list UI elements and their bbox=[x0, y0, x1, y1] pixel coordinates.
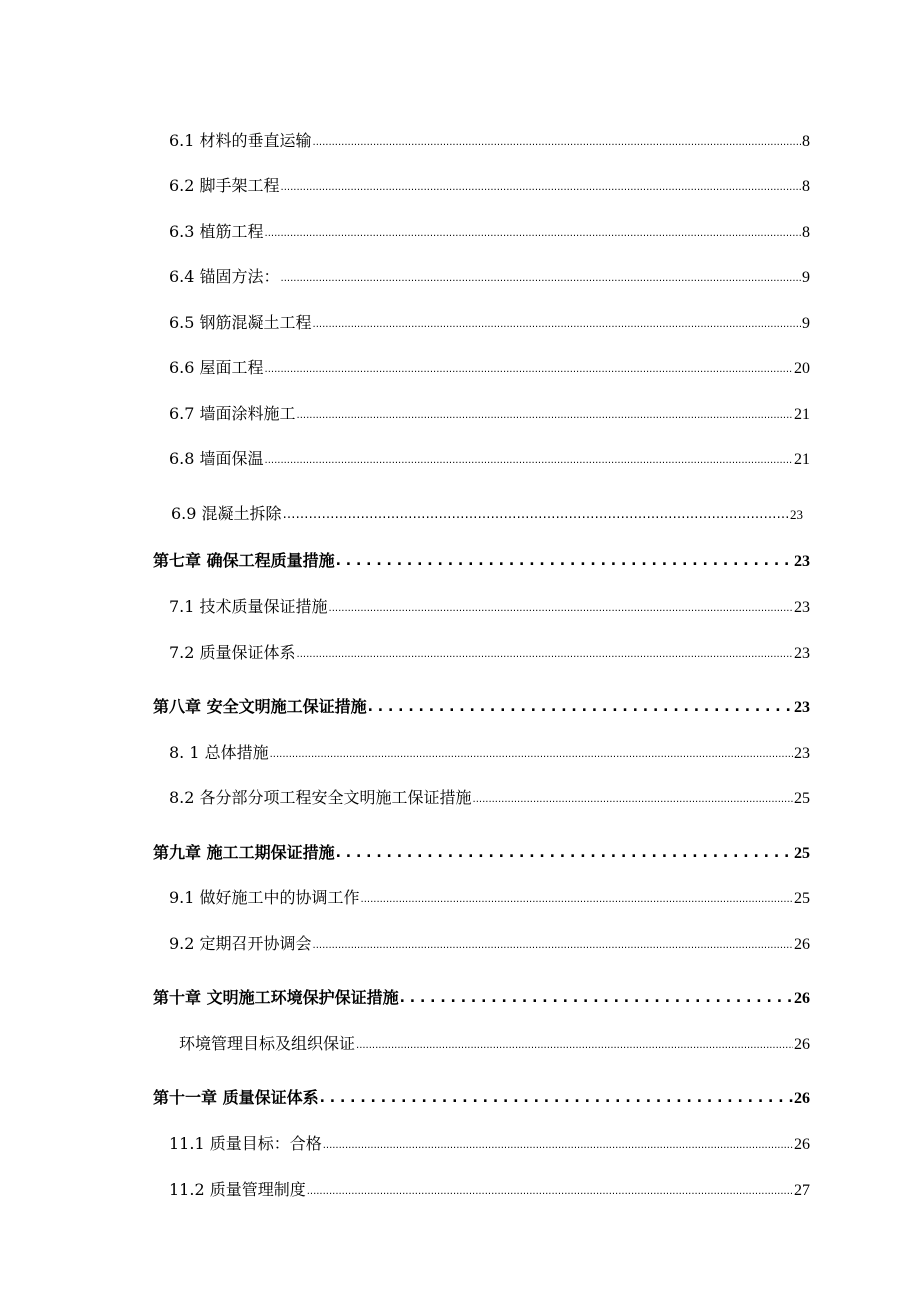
toc-page-number: 9 bbox=[802, 269, 810, 286]
toc-entry-title: 8. 1 总体措施 bbox=[169, 743, 269, 762]
toc-entry-6-9[interactable] bbox=[171, 502, 803, 526]
toc-dot-leader bbox=[281, 174, 801, 198]
toc-entry-title: 9.2 定期召开协调会 bbox=[169, 934, 312, 953]
toc-page-number: 25 bbox=[794, 845, 810, 862]
toc-page-number: 25 bbox=[794, 890, 810, 907]
toc-page-number: 21 bbox=[794, 406, 810, 423]
toc-dot-leader bbox=[265, 447, 793, 471]
toc-chapter-10[interactable] bbox=[153, 986, 810, 1010]
toc-entry-8-2[interactable] bbox=[169, 786, 810, 810]
toc-dot-leader bbox=[297, 641, 793, 665]
toc-entry-9-2[interactable] bbox=[169, 932, 810, 956]
toc-entry-6-6[interactable] bbox=[169, 356, 810, 380]
toc-dot-leader bbox=[265, 220, 801, 244]
toc-page-number: 23 bbox=[794, 599, 810, 616]
toc-entry-title: 6.9 混凝土拆除 bbox=[171, 504, 282, 523]
toc-page-number: 26 bbox=[794, 990, 810, 1007]
toc-dot-leader bbox=[329, 595, 793, 619]
toc-dot-leader bbox=[356, 1032, 793, 1056]
toc-entry-6-3[interactable] bbox=[169, 220, 810, 244]
toc-dot-leader bbox=[368, 695, 793, 719]
toc-page-number: 23 bbox=[794, 699, 810, 716]
toc-entry-6-2[interactable] bbox=[169, 174, 810, 198]
toc-dot-leader bbox=[265, 356, 793, 380]
toc-entry-11-2[interactable] bbox=[169, 1178, 810, 1202]
toc-dot-leader bbox=[270, 741, 793, 765]
toc-dot-leader bbox=[400, 986, 793, 1010]
toc-page-number: 23 bbox=[794, 553, 810, 570]
toc-entry-title: 6.4 锚固方法： bbox=[169, 267, 280, 286]
toc-dot-leader bbox=[313, 311, 801, 335]
toc-dot-leader bbox=[323, 1132, 793, 1156]
toc-page-number: 26 bbox=[794, 936, 810, 953]
toc-entry-title: 8.2 各分部分项工程安全文明施工保证措施 bbox=[169, 788, 472, 807]
toc-page-number: 8 bbox=[802, 224, 810, 241]
toc-page-number: 26 bbox=[794, 1036, 810, 1053]
toc-chapter-9[interactable] bbox=[153, 841, 810, 865]
toc-entry-6-4[interactable] bbox=[169, 265, 810, 289]
toc-page-number: 9 bbox=[802, 315, 810, 332]
toc-page-number: 23 bbox=[794, 745, 810, 762]
toc-page-number: 26 bbox=[794, 1090, 810, 1107]
toc-entry-title: 6.8 墙面保温 bbox=[169, 449, 264, 468]
toc-dot-leader bbox=[336, 841, 793, 865]
toc-dot-leader bbox=[313, 932, 793, 956]
toc-dot-leader bbox=[473, 786, 793, 810]
toc-dot-leader bbox=[313, 129, 801, 153]
toc-entry-7-1[interactable] bbox=[169, 595, 810, 619]
toc-page-number: 23 bbox=[790, 507, 803, 522]
toc-chapter-title: 第七章 确保工程质量措施 bbox=[153, 551, 335, 570]
toc-entry-title: 11.1 质量目标：合格 bbox=[169, 1134, 322, 1153]
toc-entry-environment[interactable] bbox=[179, 1032, 810, 1056]
toc-chapter-8[interactable] bbox=[153, 695, 810, 719]
toc-chapter-11[interactable] bbox=[153, 1086, 810, 1110]
toc-entry-6-1[interactable] bbox=[169, 129, 810, 153]
toc-entry-title: 6.6 屋面工程 bbox=[169, 358, 264, 377]
toc-entry-title: 9.1 做好施工中的协调工作 bbox=[169, 888, 360, 907]
toc-dot-leader bbox=[336, 549, 793, 573]
toc-page-number: 8 bbox=[802, 133, 810, 150]
toc-entry-title: 6.7 墙面涂料施工 bbox=[169, 404, 296, 423]
toc-entry-title: 6.3 植筋工程 bbox=[169, 222, 264, 241]
toc-chapter-title: 第十一章 质量保证体系 bbox=[153, 1088, 319, 1107]
toc-chapter-title: 第九章 施工工期保证措施 bbox=[153, 843, 335, 862]
toc-chapter-title: 第八章 安全文明施工保证措施 bbox=[153, 697, 367, 716]
toc-entry-title: 11.2 质量管理制度 bbox=[169, 1180, 306, 1199]
toc-dot-leader bbox=[307, 1178, 793, 1202]
toc-page-number: 21 bbox=[794, 451, 810, 468]
toc-entry-title: 7.1 技术质量保证措施 bbox=[169, 597, 328, 616]
toc-chapter-7[interactable] bbox=[153, 549, 810, 573]
toc-page-number: 27 bbox=[794, 1182, 810, 1199]
toc-page-number: 20 bbox=[794, 360, 810, 377]
toc-page-number: 26 bbox=[794, 1136, 810, 1153]
toc-entry-6-7[interactable] bbox=[169, 402, 810, 426]
toc-dot-leader bbox=[297, 402, 793, 426]
toc-entry-8-1[interactable] bbox=[169, 741, 810, 765]
toc-entry-6-5[interactable] bbox=[169, 311, 810, 335]
toc-entry-title: 7.2 质量保证体系 bbox=[169, 643, 296, 662]
toc-dot-leader bbox=[361, 886, 793, 910]
toc-entry-title: 6.1 材料的垂直运输 bbox=[169, 131, 312, 150]
toc-chapter-title: 第十章 文明施工环境保护保证措施 bbox=[153, 988, 399, 1007]
toc-page-number: 25 bbox=[794, 790, 810, 807]
toc-entry-9-1[interactable] bbox=[169, 886, 810, 910]
toc-dot-leader bbox=[320, 1086, 793, 1110]
toc-page-number: 8 bbox=[802, 178, 810, 195]
toc-entry-title: 6.2 脚手架工程 bbox=[169, 176, 280, 195]
toc-entry-6-8[interactable] bbox=[169, 447, 810, 471]
toc-dot-leader bbox=[281, 265, 801, 289]
toc-entry-7-2[interactable] bbox=[169, 641, 810, 665]
toc-entry-11-1[interactable] bbox=[169, 1132, 810, 1156]
toc-page-number: 23 bbox=[794, 645, 810, 662]
toc-entry-title: 6.5 钢筋混凝土工程 bbox=[169, 313, 312, 332]
toc-dot-leader bbox=[283, 502, 789, 526]
toc-entry-title: 环境管理目标及组织保证 bbox=[179, 1034, 356, 1053]
